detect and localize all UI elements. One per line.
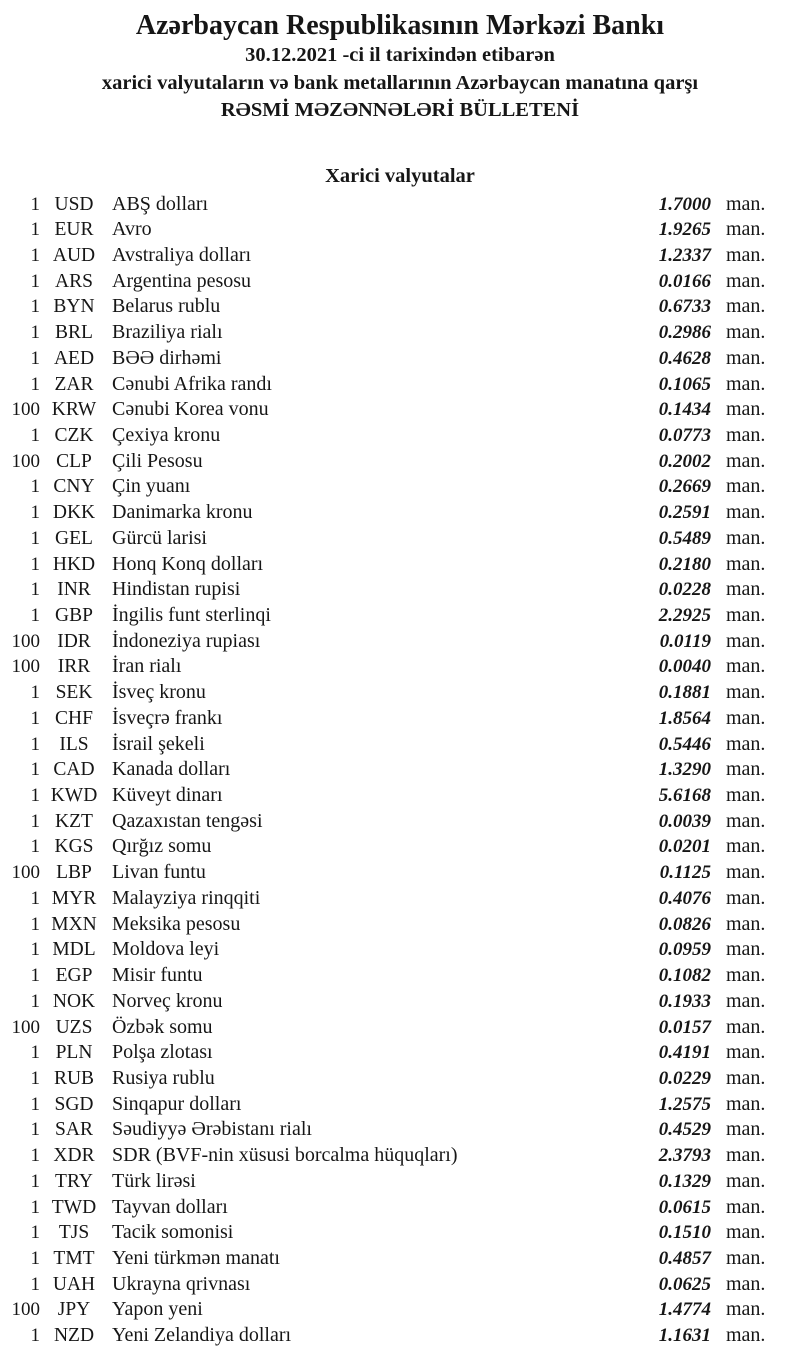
currency-code: NZD — [53, 1325, 95, 1347]
currency-quantity: 1 — [30, 913, 40, 935]
currency-quantity: 100 — [11, 450, 40, 472]
currency-name: İsveçrə frankı — [112, 706, 223, 729]
currency-quantity: 1 — [30, 759, 40, 781]
currency-quantity: 100 — [11, 1016, 40, 1038]
currency-code: MDL — [52, 939, 96, 961]
effective-date-line: 30.12.2021 -ci il tarixindən etibarən — [245, 44, 555, 66]
manat-unit-label: man. — [726, 681, 766, 704]
currency-name: Meksika pesosu — [112, 912, 241, 935]
currency-quantity: 1 — [30, 1067, 40, 1089]
currency-quantity: 1 — [30, 244, 40, 266]
rate-row — [0, 1195, 772, 1221]
rate-row — [0, 680, 772, 706]
rate-value: 1.7000 — [658, 193, 711, 215]
currency-name: Yapon yeni — [112, 1298, 203, 1321]
rate-value: 0.0625 — [658, 1273, 711, 1295]
currency-name: Cənubi Afrika randı — [112, 372, 272, 395]
rate-value: 1.3290 — [658, 759, 711, 781]
manat-unit-label: man. — [726, 552, 766, 575]
currency-code: HKD — [52, 553, 96, 575]
rate-value: 0.0119 — [659, 630, 711, 652]
rate-value: 0.1933 — [658, 990, 711, 1012]
rate-row — [0, 1143, 772, 1169]
rate-value: 0.2002 — [658, 450, 711, 472]
rate-row — [0, 320, 772, 346]
currency-name: Polşa zlotası — [112, 1041, 213, 1064]
currency-quantity: 1 — [30, 733, 40, 755]
rate-value: 0.0615 — [658, 1196, 711, 1218]
currency-quantity: 1 — [30, 373, 40, 395]
currency-name: BƏƏ dirhəmi — [112, 346, 222, 369]
currency-name: Cənubi Korea vonu — [112, 398, 269, 421]
currency-name: Qırğız somu — [112, 835, 212, 858]
rate-row — [0, 912, 772, 938]
rate-row — [0, 577, 772, 603]
manat-unit-label: man. — [726, 372, 766, 395]
manat-unit-label: man. — [726, 1221, 766, 1244]
rate-value: 1.8564 — [658, 707, 711, 729]
manat-unit-label: man. — [726, 758, 766, 781]
currency-quantity: 1 — [30, 527, 40, 549]
manat-unit-label: man. — [726, 1246, 766, 1269]
rate-value: 0.1881 — [658, 682, 711, 704]
currency-code: UZS — [55, 1016, 93, 1038]
rate-value: 0.5446 — [658, 733, 711, 755]
currency-quantity: 1 — [30, 836, 40, 858]
manat-unit-label: man. — [726, 706, 766, 729]
currency-name: SDR (BVF-nin xüsusi borcalma hüquqları) — [112, 1144, 458, 1167]
currency-code: MXN — [51, 913, 97, 935]
currency-quantity: 1 — [30, 322, 40, 344]
currency-quantity: 1 — [30, 1325, 40, 1347]
currency-code: XDR — [53, 1145, 95, 1167]
section-title-foreign-currencies: Xarici valyutalar — [325, 164, 475, 187]
rate-value: 0.1329 — [658, 1170, 711, 1192]
rate-row — [0, 834, 772, 860]
currency-code: PLN — [55, 1042, 93, 1064]
rate-row — [0, 269, 772, 295]
currency-quantity: 1 — [30, 296, 40, 318]
currency-code: TJS — [58, 1222, 90, 1244]
currency-quantity: 1 — [30, 887, 40, 909]
currency-name: Küveyt dinarı — [112, 784, 223, 807]
currency-code: USD — [54, 193, 94, 215]
currency-name: Moldova leyi — [112, 938, 220, 961]
currency-name: Avro — [112, 218, 152, 241]
rate-row — [0, 757, 772, 783]
currency-quantity: 1 — [30, 1093, 40, 1115]
currency-quantity: 1 — [30, 347, 40, 369]
currency-quantity: 1 — [30, 1145, 40, 1167]
rate-row — [0, 732, 772, 758]
rate-row — [0, 1066, 772, 1092]
currency-name: Ukrayna qrivnası — [112, 1272, 251, 1295]
rate-row — [0, 809, 772, 835]
currency-code: KWD — [50, 785, 98, 807]
rate-row — [0, 1246, 772, 1272]
currency-quantity: 100 — [11, 399, 40, 421]
rate-value: 0.0229 — [658, 1067, 711, 1089]
currency-name: Belarus rublu — [112, 295, 221, 318]
currency-quantity: 1 — [30, 682, 40, 704]
rate-row — [0, 860, 772, 886]
currency-code: TWD — [51, 1196, 97, 1218]
manat-unit-label: man. — [726, 218, 766, 241]
rate-value: 0.1434 — [658, 399, 711, 421]
currency-quantity: 1 — [30, 965, 40, 987]
rate-value: 0.6733 — [658, 296, 711, 318]
rate-value: 0.0039 — [658, 810, 711, 832]
currency-code: CZK — [54, 424, 94, 446]
rate-value: 0.2986 — [658, 322, 711, 344]
currency-code: GBP — [55, 605, 93, 626]
rate-value: 1.9265 — [658, 219, 711, 241]
rate-row — [0, 629, 772, 655]
currency-quantity: 1 — [30, 579, 40, 601]
currency-code: NOK — [52, 990, 96, 1012]
rate-row — [0, 1015, 772, 1041]
rate-value: 0.4191 — [658, 1042, 711, 1064]
currency-name: İran rialı — [112, 655, 182, 678]
rate-value: 0.1125 — [659, 862, 711, 884]
rate-row — [0, 1323, 772, 1349]
manat-unit-label: man. — [726, 578, 766, 601]
currency-code: AUD — [52, 244, 96, 266]
rate-row — [0, 500, 772, 526]
currency-quantity: 1 — [30, 707, 40, 729]
currency-code: TMT — [53, 1247, 95, 1269]
currency-code: CNY — [53, 476, 95, 498]
rate-value: 0.4529 — [658, 1119, 711, 1141]
currency-quantity: 1 — [30, 270, 40, 292]
currency-name: Livan funtu — [112, 861, 206, 884]
currency-quantity: 1 — [30, 553, 40, 575]
currency-quantity: 1 — [30, 424, 40, 446]
currency-code: SAR — [55, 1119, 93, 1141]
rate-row — [0, 783, 772, 809]
manat-unit-label: man. — [726, 861, 766, 884]
currency-code: KRW — [51, 399, 97, 421]
currency-code: IDR — [57, 630, 91, 652]
exchange-rate-table — [0, 192, 800, 1349]
currency-quantity: 1 — [30, 785, 40, 807]
currency-code: DKK — [52, 502, 96, 524]
currency-code: AED — [53, 347, 95, 369]
rate-value: 0.1065 — [658, 373, 711, 395]
currency-name: Qazaxıstan tengəsi — [112, 809, 263, 832]
rate-row — [0, 1297, 772, 1323]
rate-value: 0.1510 — [658, 1222, 711, 1244]
manat-unit-label: man. — [726, 1092, 766, 1115]
manat-unit-label: man. — [726, 501, 766, 524]
rate-value: 5.6168 — [658, 785, 711, 807]
subject-line: xarici valyutaların və bank metallarının Azərbaycan manatına qarşı — [101, 71, 699, 94]
manat-unit-label: man. — [726, 1169, 766, 1192]
currency-name: İndoneziya rupiası — [112, 629, 261, 652]
rate-value: 1.2337 — [658, 244, 711, 266]
rate-value: 0.0959 — [658, 939, 711, 961]
rate-value: 0.0157 — [658, 1016, 711, 1038]
currency-quantity: 1 — [30, 1222, 40, 1244]
manat-unit-label: man. — [726, 449, 766, 472]
currency-name: Kanada dolları — [112, 758, 231, 781]
currency-code: ARS — [55, 270, 93, 292]
currency-code: GEL — [55, 527, 93, 549]
manat-unit-label: man. — [726, 886, 766, 909]
rate-row — [0, 1169, 772, 1195]
manat-unit-label: man. — [726, 1041, 766, 1064]
rate-value: 0.4076 — [658, 887, 711, 909]
manat-unit-label: man. — [726, 1195, 766, 1218]
bulletin-header — [0, 0, 800, 125]
manat-unit-label: man. — [726, 835, 766, 858]
rate-row — [0, 603, 772, 629]
manat-unit-label: man. — [726, 475, 766, 498]
rate-row — [0, 474, 772, 500]
rate-row — [0, 423, 772, 449]
rate-value: 0.0228 — [658, 579, 711, 601]
rate-row — [0, 192, 772, 218]
manat-unit-label: man. — [726, 423, 766, 446]
currency-name: Tayvan dolları — [112, 1195, 228, 1218]
bulletin-title-line: RƏSMİ MƏZƏNNƏLƏRİ BÜLLETENİ — [220, 99, 580, 121]
manat-unit-label: man. — [726, 1144, 766, 1167]
currency-code: SEK — [55, 682, 93, 704]
currency-quantity: 1 — [30, 810, 40, 832]
manat-unit-label: man. — [726, 655, 766, 678]
currency-name: Türk lirəsi — [112, 1169, 196, 1192]
currency-quantity: 1 — [30, 1273, 40, 1295]
rate-value: 0.0201 — [658, 836, 711, 858]
currency-quantity: 1 — [30, 990, 40, 1012]
rate-value: 0.2591 — [658, 502, 711, 524]
rate-value: 2.3793 — [658, 1145, 711, 1167]
currency-quantity: 100 — [11, 656, 40, 678]
rate-value: 0.5489 — [658, 527, 711, 549]
rate-row — [0, 449, 772, 475]
currency-quantity: 1 — [30, 605, 40, 626]
currency-name: Rusiya rublu — [112, 1066, 215, 1089]
manat-unit-label: man. — [726, 1118, 766, 1141]
manat-unit-label: man. — [726, 1298, 766, 1321]
currency-name: İngilis funt sterlinqi — [112, 604, 271, 626]
rate-row — [0, 294, 772, 320]
manat-unit-label: man. — [726, 1066, 766, 1089]
currency-code: TRY — [55, 1170, 93, 1192]
currency-name: İsrail şekeli — [112, 732, 205, 755]
currency-code: IRR — [57, 656, 91, 678]
rate-row — [0, 1040, 772, 1066]
currency-name: Tacik somonisi — [112, 1221, 234, 1244]
manat-unit-label: man. — [726, 321, 766, 344]
currency-code: INR — [57, 579, 91, 601]
currency-code: SGD — [54, 1093, 94, 1115]
rate-row — [0, 1220, 772, 1246]
rate-value: 0.2180 — [658, 553, 711, 575]
currency-name: Yeni türkmən manatı — [112, 1246, 280, 1269]
rate-row — [0, 346, 772, 372]
rate-row — [0, 1117, 772, 1143]
currency-name: Çexiya kronu — [112, 423, 221, 446]
currency-name: Yeni Zelandiya dolları — [112, 1324, 292, 1347]
manat-unit-label: man. — [726, 989, 766, 1012]
manat-unit-label: man. — [726, 346, 766, 369]
rate-value: 2.2925 — [658, 605, 711, 626]
manat-unit-label: man. — [726, 526, 766, 549]
currency-quantity: 1 — [30, 219, 40, 241]
currency-quantity: 1 — [30, 1170, 40, 1192]
currency-code: CAD — [53, 759, 95, 781]
currency-quantity: 1 — [30, 1119, 40, 1141]
rate-row — [0, 397, 772, 423]
currency-name: Misir funtu — [112, 964, 203, 987]
currency-code: RUB — [53, 1067, 95, 1089]
currency-quantity: 1 — [30, 502, 40, 524]
manat-unit-label: man. — [726, 1272, 766, 1295]
manat-unit-label: man. — [726, 1324, 766, 1347]
rate-row — [0, 1272, 772, 1298]
currency-code: KGS — [54, 836, 94, 858]
rate-value: 0.0166 — [658, 270, 711, 292]
rate-value: 0.2669 — [658, 476, 711, 498]
currency-name: Danimarka kronu — [112, 501, 253, 524]
manat-unit-label: man. — [726, 732, 766, 755]
manat-unit-label: man. — [726, 398, 766, 421]
currency-name: İsveç kronu — [112, 681, 206, 704]
currency-code: ZAR — [54, 373, 94, 395]
rate-row — [0, 654, 772, 680]
currency-name: Sinqapur dolları — [112, 1092, 242, 1115]
rate-row — [0, 552, 772, 578]
manat-unit-label: man. — [726, 809, 766, 832]
currency-code: KZT — [55, 810, 93, 832]
currency-quantity: 1 — [30, 476, 40, 498]
currency-name: Hindistan rupisi — [112, 578, 241, 601]
rate-value: 0.4857 — [658, 1247, 711, 1269]
rate-row — [0, 526, 772, 552]
currency-code: EGP — [55, 965, 93, 987]
manat-unit-label: man. — [726, 243, 766, 266]
rate-value: 0.0040 — [658, 656, 711, 678]
rate-value: 1.4774 — [658, 1299, 711, 1321]
rate-value: 0.4628 — [658, 347, 711, 369]
currency-name: Çili Pesosu — [112, 449, 203, 472]
rate-row — [0, 1092, 772, 1118]
manat-unit-label: man. — [726, 938, 766, 961]
currency-name: Özbək somu — [112, 1015, 213, 1038]
currency-name: Honq Konq dolları — [112, 552, 264, 575]
rate-value: 0.1082 — [658, 965, 711, 987]
manat-unit-label: man. — [726, 912, 766, 935]
rate-row — [0, 886, 772, 912]
currency-code: BYN — [53, 296, 95, 318]
currency-code: MYR — [51, 887, 97, 909]
currency-name: Çin yuanı — [112, 475, 191, 498]
currency-code: BRL — [55, 322, 93, 344]
rate-row — [0, 963, 772, 989]
currency-quantity: 100 — [11, 862, 40, 884]
manat-unit-label: man. — [726, 295, 766, 318]
currency-quantity: 1 — [30, 939, 40, 961]
rate-value: 1.2575 — [658, 1093, 711, 1115]
currency-code: UAH — [52, 1273, 96, 1295]
currency-name: Malayziya rinqqiti — [112, 886, 261, 909]
manat-unit-label: man. — [726, 1015, 766, 1038]
currency-quantity: 100 — [11, 630, 40, 652]
manat-unit-label: man. — [726, 629, 766, 652]
currency-quantity: 100 — [11, 1299, 40, 1321]
currency-code: CHF — [55, 707, 93, 729]
currency-name: Norveç kronu — [112, 989, 223, 1012]
rate-row — [0, 989, 772, 1015]
rate-row — [0, 372, 772, 398]
rate-value: 0.0773 — [658, 424, 711, 446]
rate-row — [0, 937, 772, 963]
currency-quantity: 1 — [30, 1196, 40, 1218]
currency-code: EUR — [54, 219, 94, 241]
currency-quantity: 1 — [30, 1042, 40, 1064]
currency-name: Braziliya rialı — [112, 321, 223, 344]
bank-title: Azərbaycan Respublikasının Mərkəzi Bankı — [135, 10, 665, 41]
currency-name: ABŞ dolları — [112, 192, 209, 215]
manat-unit-label: man. — [726, 269, 766, 292]
currency-name: Argentina pesosu — [112, 269, 252, 292]
rate-row — [0, 217, 772, 243]
currency-code: JPY — [57, 1299, 91, 1321]
currency-name: Səudiyyə Ərəbistanı rialı — [112, 1118, 312, 1141]
currency-quantity: 1 — [30, 193, 40, 215]
currency-code: CLP — [56, 450, 92, 472]
rate-row — [0, 706, 772, 732]
rate-value: 1.1631 — [658, 1325, 711, 1347]
currency-code: ILS — [59, 733, 89, 755]
manat-unit-label: man. — [726, 192, 766, 215]
currency-code: LBP — [56, 862, 92, 884]
manat-unit-label: man. — [726, 604, 766, 626]
currency-name: Gürcü larisi — [112, 526, 207, 549]
manat-unit-label: man. — [726, 784, 766, 807]
rate-value: 0.0826 — [658, 913, 711, 935]
currency-name: Avstraliya dolları — [112, 243, 252, 266]
manat-unit-label: man. — [726, 964, 766, 987]
currency-quantity: 1 — [30, 1247, 40, 1269]
rate-row — [0, 243, 772, 269]
